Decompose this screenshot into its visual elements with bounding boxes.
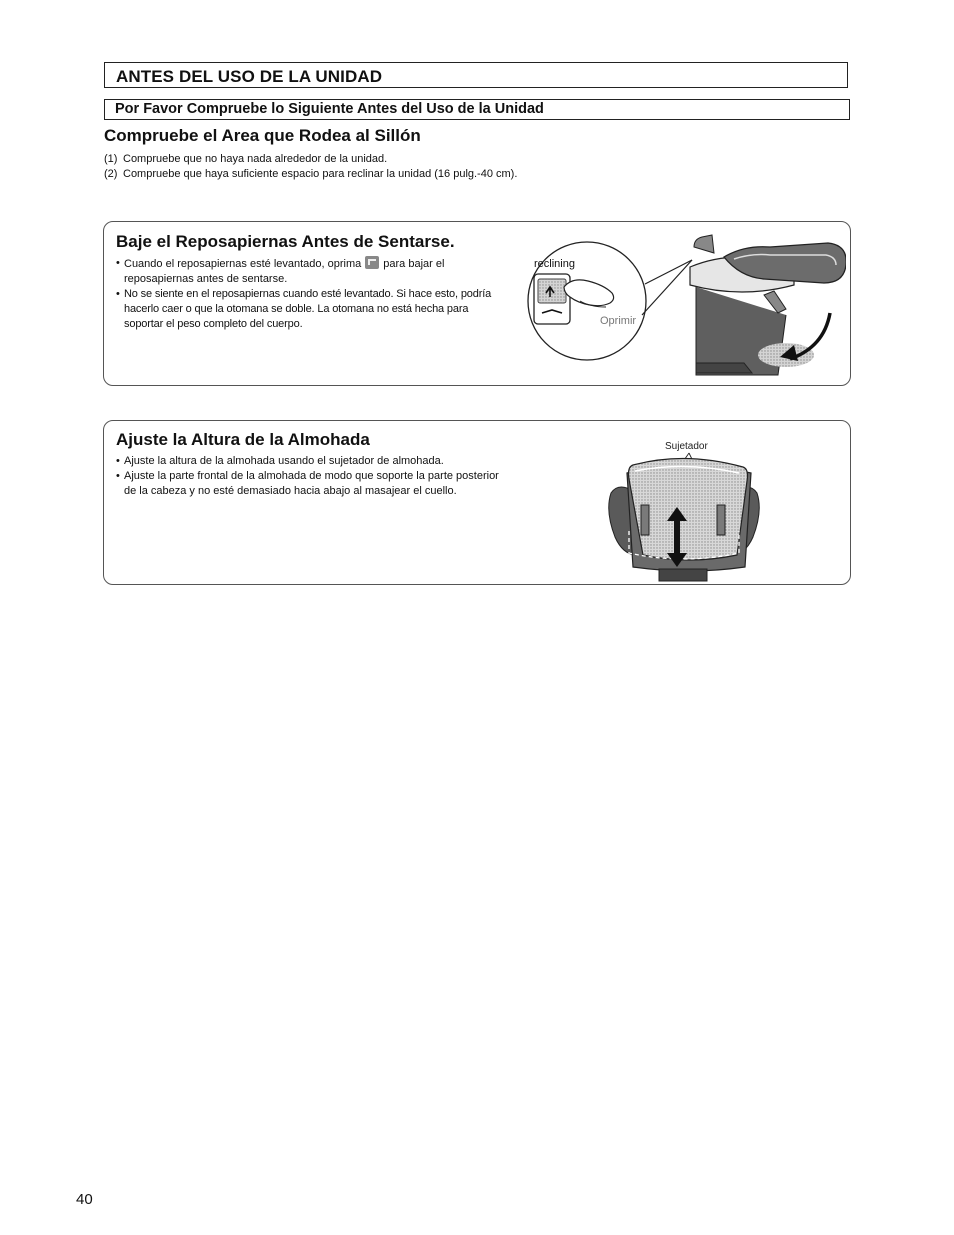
area-check-list — [104, 152, 517, 182]
main-title-box — [104, 62, 848, 88]
legrest-title: Baje el Reposapiernas Antes de Sentarse. — [116, 232, 455, 251]
pillow-title: Ajuste la Altura de la Almohada — [116, 430, 370, 449]
list-item: • No se siente en el reposapiernas cuando esté levantado. Si hace esto, podría hacerlo caer o que la otomana se doble. La otomana no está hecha para soportar el peso completo del cuerpo. — [116, 287, 506, 332]
area-check-heading: Compruebe el Area que Rodea al Sillón — [104, 126, 421, 145]
list-item: • Cuando el reposapiernas esté levantado, oprima para bajar el reposapiernas antes de sentarse. — [116, 256, 506, 287]
list-item: (2) Compruebe que haya suficiente espacio para reclinar la unidad (16 pulg.-40 cm). — [104, 168, 518, 180]
pillow-illustration — [599, 433, 769, 583]
callout-label-reclining: reclining — [534, 258, 575, 270]
subtitle: Por Favor Compruebe lo Siguiente Antes del Uso de la Unidad — [115, 101, 544, 117]
legrest-panel — [103, 221, 851, 386]
callout-label-press: Oprimir — [600, 315, 637, 327]
legrest-bullets — [116, 256, 506, 332]
list-item: (1) Compruebe que no haya nada alrededor de la unidad. — [104, 153, 388, 165]
main-title: ANTES DEL USO DE LA UNIDAD — [116, 67, 383, 86]
page-number: 40 — [76, 1191, 93, 1208]
fastener-label: Sujetador — [665, 441, 708, 452]
pillow-bullets — [116, 454, 506, 499]
legrest-illustration — [524, 227, 846, 382]
pillow-panel — [103, 420, 851, 585]
list-item: • Ajuste la parte frontal de la almohada de modo que soporte la parte posterior de la cabeza y no esté demasiado hacia abajo al masajear el cuello. — [116, 469, 506, 499]
list-item: • Ajuste la altura de la almohada usando el sujetador de almohada. — [116, 454, 506, 469]
subtitle-box — [104, 99, 850, 120]
recline-button-icon — [365, 256, 379, 269]
